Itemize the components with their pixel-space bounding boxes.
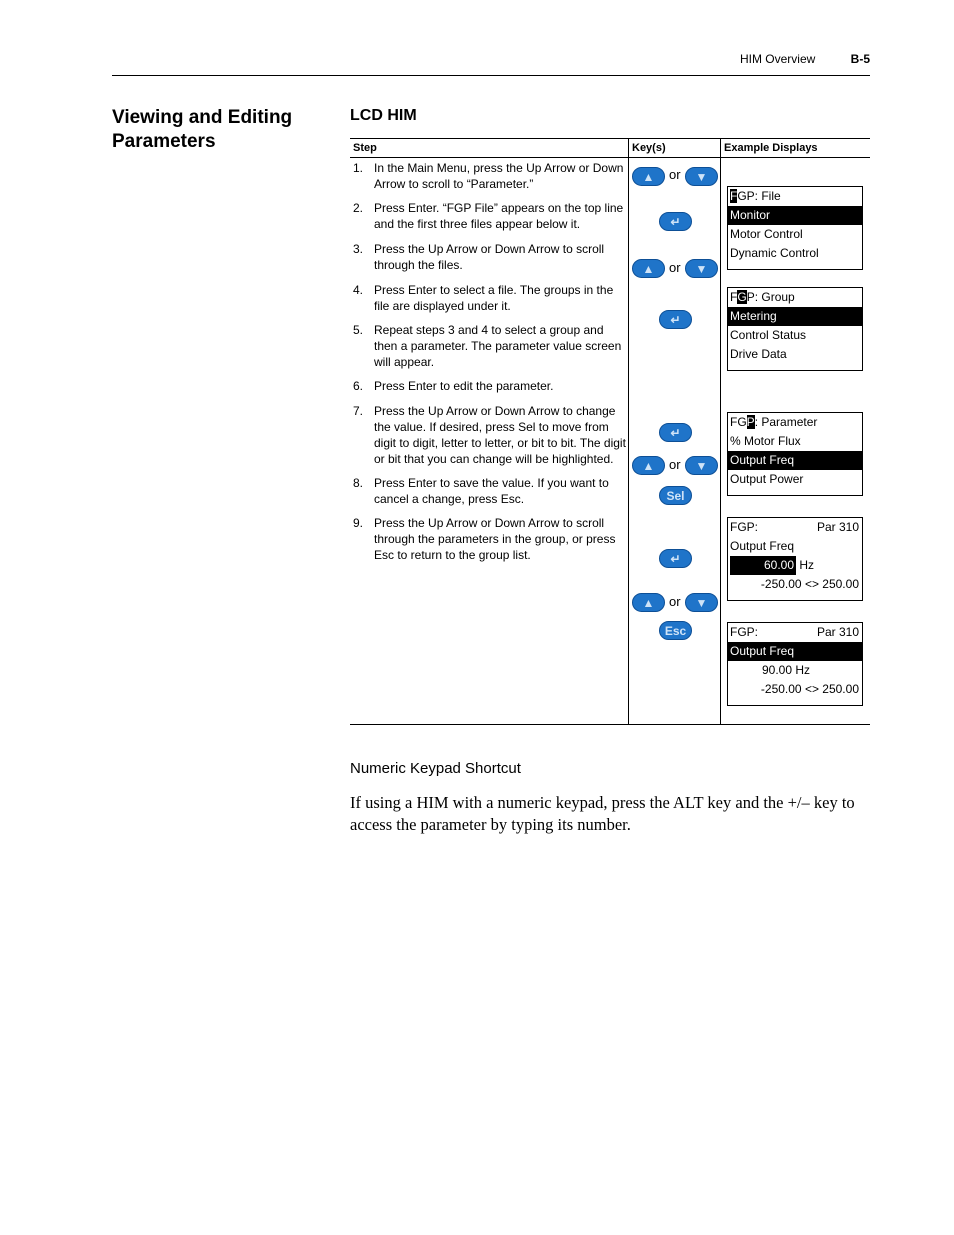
up-arrow-key[interactable]: ▲ (632, 167, 665, 186)
down-arrow-key[interactable]: ▼ (685, 456, 718, 475)
cursor: G (737, 290, 747, 304)
column-header-step: Step (353, 142, 377, 154)
or-label: or (669, 260, 681, 275)
lcd-display-file: FGP: File Monitor Motor Control Dynamic Control (727, 186, 863, 270)
up-arrow-key[interactable]: ▲ (632, 593, 665, 612)
running-header (740, 52, 870, 66)
down-arrow-key[interactable]: ▼ (685, 593, 718, 612)
cursor: P (746, 415, 755, 429)
section-title: Viewing and Editing Parameters (112, 107, 293, 152)
enter-key[interactable]: ↵ (659, 212, 692, 231)
shortcut-title: Numeric Keypad Shortcut (350, 760, 521, 777)
column-divider (720, 139, 721, 724)
shortcut-text: If using a HIM with a numeric keypad, press the ALT key and the +/– key to access the parameter by typing its number. (350, 793, 855, 834)
sel-key[interactable]: Sel (659, 486, 692, 505)
enter-key[interactable]: ↵ (659, 549, 692, 568)
table-header-rule (350, 157, 870, 158)
up-arrow-key[interactable]: ▲ (632, 259, 665, 278)
or-label: or (669, 457, 681, 472)
up-arrow-key[interactable]: ▲ (632, 456, 665, 475)
header-rule (112, 75, 870, 76)
column-divider (628, 139, 629, 724)
enter-key[interactable]: ↵ (659, 423, 692, 442)
page-number: B-5 (850, 52, 870, 66)
lcd-display-value-edit: FGP: Par 310 Output Freq 60.00 Hz -250.00 <> 250.00 (727, 517, 863, 601)
down-arrow-key[interactable]: ▼ (685, 167, 718, 186)
cursor: F (730, 189, 738, 203)
subsection-title: LCD HIM (350, 107, 417, 124)
or-label: or (669, 594, 681, 609)
column-header-displays: Example Displays (724, 142, 818, 154)
down-arrow-key[interactable]: ▼ (685, 259, 718, 278)
value-field: 60.00 (730, 556, 796, 575)
lcd-display-group: FGP: Group Metering Control Status Drive Data (727, 287, 863, 371)
lcd-display-parameter: FGP: Parameter % Motor Flux Output Freq Output Power (727, 412, 863, 496)
enter-key[interactable]: ↵ (659, 310, 692, 329)
esc-key[interactable]: Esc (659, 621, 692, 640)
column-header-keys: Key(s) (632, 142, 666, 154)
lcd-display-value-saved: FGP: Par 310 Output Freq 90.00 Hz -250.00 <> 250.00 (727, 622, 863, 706)
steps-table: Step Key(s) Example Displays 1. In the Main Menu, press the Up Arrow or Down Arrow to scroll to “Parameter.” 2. Press Enter. “FGP File” appears on the top line and the first three files appear below it. 3. Press the Up Arrow or Down Arrow to scroll through the files. 4. Press Enter to select a file. The groups in the file are displayed under it. 5. Repeat steps 3 and 4 to select a group and then a parameter. The parameter value screen will appear. 6. Press Enter to edit the parameter. 7. Press the Up Arrow or Down Arrow to change the value. If desired, press Sel to move from digit to digit, letter to letter, or bit to bit. The digit or bit that you can change will be highlighted. 8. Press Enter to save the value. If you want to cancel a change, press Esc. 9. Press the Up Arrow or Down Arrow to scroll through the parameters in the group, or press Esc to return to the group list. ▲ or ▼ ↵ ▲ or ▼ ↵ ↵ ▲ or ▼ Sel ↵ ▲ or ▼ Esc FGP: File Monitor Motor Control Dynamic Control FGP: Group Metering Control Status Drive Data FGP: Parameter % Motor Flux Output Freq Output Power FGP: Par 310 Output Freq 60.00 Hz -250.00 <> 250.00 FGP: Par 310 Output Freq 90.00 Hz -250.00 <> 250.00 (350, 138, 870, 725)
or-label: or (669, 167, 681, 182)
header-title: HIM Overview (739, 52, 816, 66)
